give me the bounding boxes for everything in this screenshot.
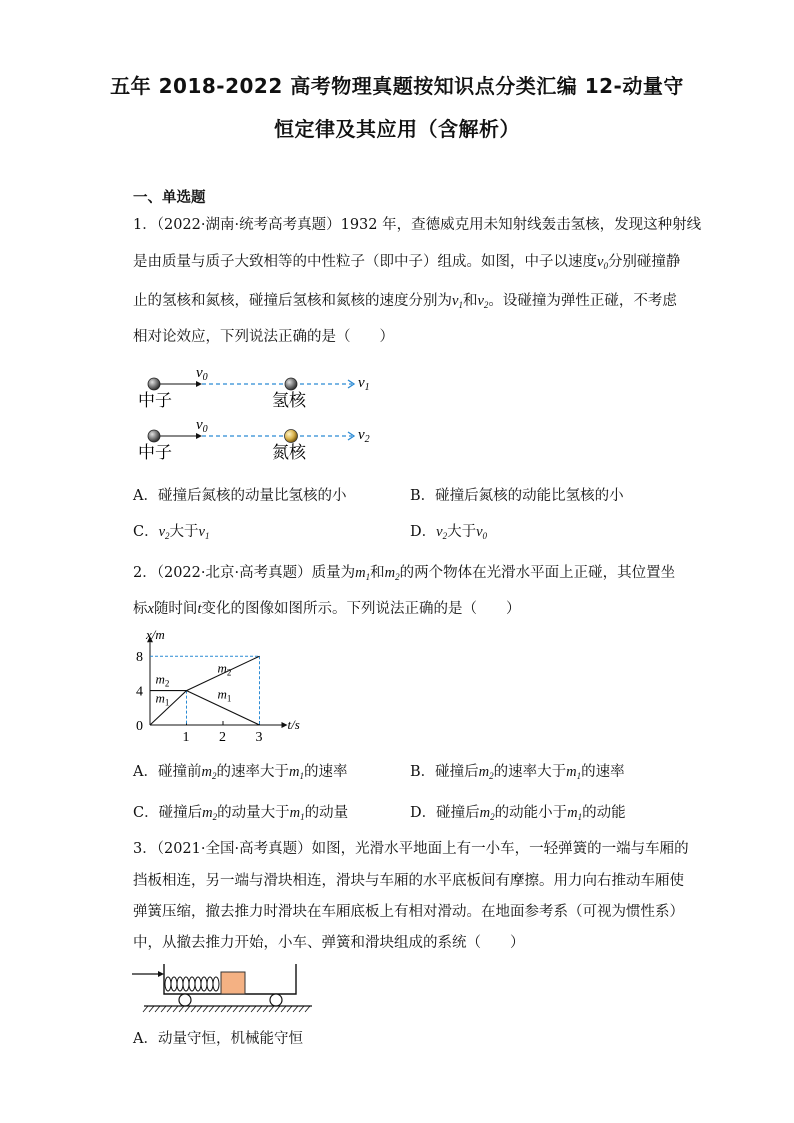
q2-option-c[interactable]: C．碰撞后$m_2$的动量大于$m_1$的动量 <box>133 805 349 822</box>
q1-option-c[interactable]: C．$v_2$大于$v_1$ <box>133 524 210 541</box>
series-label-m1-before: $m_1$ <box>155 690 170 708</box>
label-v1: $v_1$ <box>358 375 370 393</box>
wheel-right <box>270 994 282 1006</box>
y-tick-label: 4 <box>136 684 143 700</box>
q1-line3-text-c: 。设碰撞为弹性正碰，不考虑 <box>488 293 677 309</box>
q2-option-d[interactable]: D．碰撞后$m_2$的动能小于$m_1$的动能 <box>410 805 626 822</box>
series-label-m2-before: $m_2$ <box>155 671 170 689</box>
arrowhead-1 <box>196 381 202 387</box>
q1-collision-figure <box>130 362 390 472</box>
q3-line1: 3．（2021·全国·高考真题）如图，光滑水平地面上有一小车，一轻弹簧的一端与车厢的 <box>133 841 689 857</box>
label-v2: $v_2$ <box>358 427 370 445</box>
label-neutron-1: 中子 <box>138 391 172 410</box>
q3-cart-figure <box>130 960 320 1015</box>
document-title-line1: 五年 2018-2022 高考物理真题按知识点分类汇编 12-动量守 <box>110 74 684 98</box>
q1-line3-text-a: 止的氢核和氮核，碰撞后氢核和氮核的速度分别为 <box>133 293 452 309</box>
symbol-v1: $v_1$ <box>452 293 463 310</box>
q1-option-b[interactable]: B．碰撞后氮核的动能比氢核的小 <box>410 488 624 504</box>
nitrogen-ball <box>285 430 298 443</box>
q1-line3 <box>133 289 677 310</box>
symbol-v2: $v_2$ <box>477 293 489 310</box>
q1-line2 <box>133 250 680 271</box>
slider-block <box>221 972 245 994</box>
ground-hatching <box>143 1006 310 1012</box>
push-arrowhead <box>158 971 164 977</box>
section-heading: 一、单选题 <box>133 190 206 206</box>
document-title-line2: 恒定律及其应用（含解析） <box>274 117 520 141</box>
y-tick-label: 0 <box>136 719 143 734</box>
y-tick-label: 8 <box>136 650 143 666</box>
q2-line1: 2．（2022·北京·高考真题）质量为$m_1$和$m_2$的两个物体在光滑水平面上正碰，其位置坐 <box>133 565 676 582</box>
series-label-m1-after: $m_1$ <box>217 686 232 704</box>
q3-option-a[interactable]: A．动量守恒，机械能守恒 <box>133 1031 303 1047</box>
q2-option-a[interactable]: A．碰撞前$m_2$的速率大于$m_1$的速率 <box>133 764 348 781</box>
spring <box>165 977 219 991</box>
neutron-ball-1 <box>148 378 160 390</box>
label-v0-row1: $v_0$ <box>196 365 208 383</box>
y-axis-label: x/m <box>146 627 165 643</box>
q2-line2: 标x随时间t变化的图像如图所示。下列说法正确的是（ ） <box>133 601 521 617</box>
q2-xt-chart <box>130 625 310 750</box>
q1-line3-text-b: 和 <box>462 293 478 309</box>
x-axis-label: t/s <box>287 717 300 732</box>
q1-line4: 相对论效应，下列说法正确的是（ ） <box>133 329 394 345</box>
q1-line2-text-b: 分别碰撞静 <box>607 254 681 270</box>
q1-option-a[interactable]: A．碰撞后氮核的动量比氢核的小 <box>133 488 347 504</box>
label-neutron-2: 中子 <box>138 443 172 462</box>
wheel-left <box>179 994 191 1006</box>
q3-line4: 中，从撤去推力开始，小车、弹簧和滑块组成的系统（ ） <box>133 935 525 951</box>
neutron-ball-2 <box>148 430 160 442</box>
label-v0-row2: $v_0$ <box>196 417 208 435</box>
x-tick-label: 1 <box>182 730 190 745</box>
series-label-m2-after: $m_2$ <box>217 660 232 678</box>
q3-line2: 挡板相连，另一端与滑块相连，滑块与车厢的水平底板间有摩擦。用力向右推动车厢使 <box>133 873 684 889</box>
q2-option-b[interactable]: B．碰撞后$m_2$的速率大于$m_1$的速率 <box>410 764 625 781</box>
x-tick-label: 3 <box>255 730 263 745</box>
symbol-v0: $v_0$ <box>597 254 608 271</box>
label-nitrogen: 氮核 <box>272 443 306 462</box>
q1-line2-text-a: 是由质量与质子大致相等的中性粒子（即中子）组成。如图，中子以速度 <box>133 254 597 270</box>
hydrogen-ball <box>285 378 297 390</box>
arrowhead-2 <box>196 433 202 439</box>
q3-line3: 弹簧压缩，撤去推力时滑块在车厢底板上有相对滑动。在地面参考系（可视为惯性系） <box>133 904 684 920</box>
label-hydrogen: 氢核 <box>272 391 306 410</box>
q1-option-d[interactable]: D．$v_2$大于$v_0$ <box>410 524 488 541</box>
q1-line1: 1．（2022·湖南·统考高考真题）1932 年，查德威克用未知射线轰击氢核，发现这种射线 <box>133 217 702 233</box>
x-tick-label: 2 <box>219 730 226 745</box>
